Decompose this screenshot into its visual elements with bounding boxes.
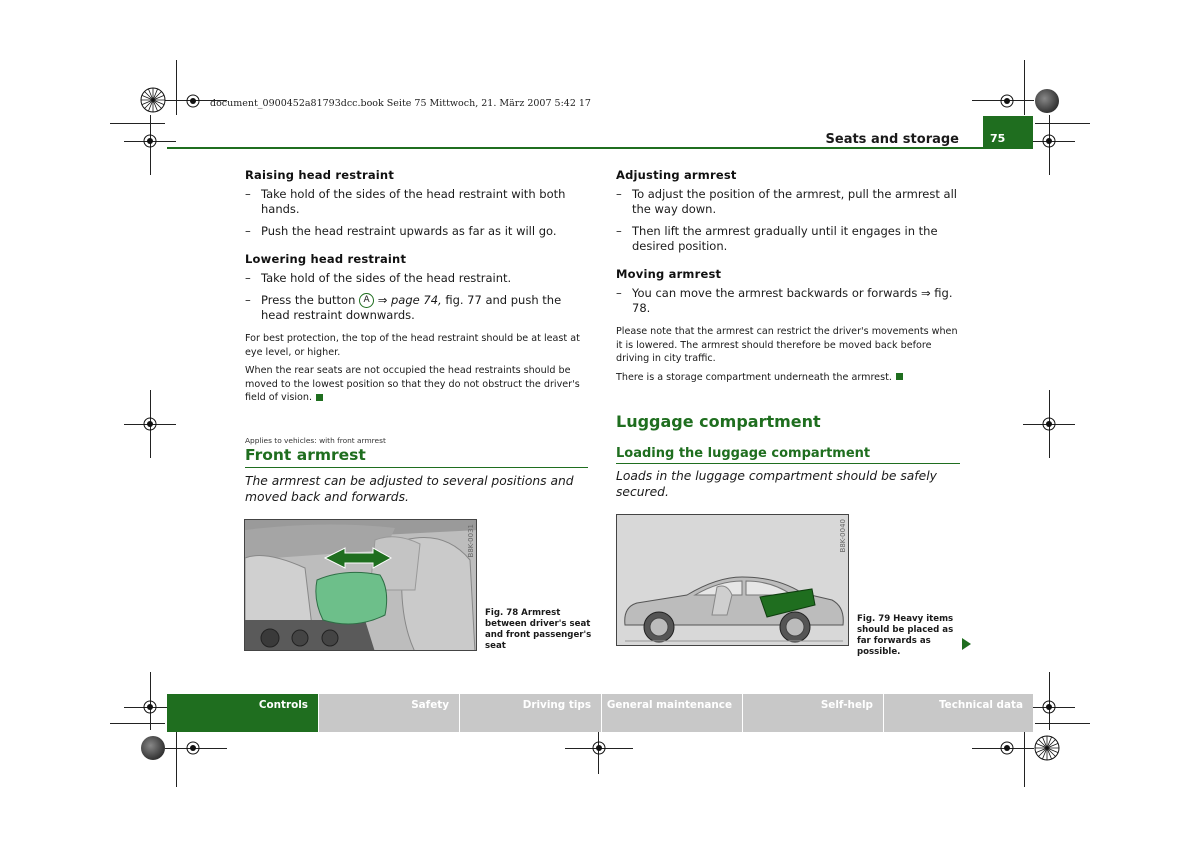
crosshair-icon bbox=[1036, 128, 1062, 154]
tab-controls[interactable]: Controls bbox=[167, 694, 318, 732]
figure-caption: Fig. 79 Heavy items should be placed as far forwards as possible. bbox=[857, 614, 954, 657]
front-armrest-heading: Front armrest bbox=[245, 446, 366, 464]
loading-heading: Loading the luggage compartment bbox=[616, 446, 871, 461]
crosshair-icon bbox=[137, 411, 163, 437]
registration-starburst-icon bbox=[1034, 735, 1060, 761]
section-title: Seats and storage bbox=[825, 132, 959, 147]
next-page-arrow-icon[interactable] bbox=[962, 638, 971, 650]
crosshair-icon bbox=[180, 88, 206, 114]
print-info: document_0900452a81793dcc.book Seite 75 Mittwoch, 21. März 2007 5:42 17 bbox=[210, 98, 591, 109]
header-rule bbox=[167, 147, 1033, 149]
page-reference-link[interactable]: page 74, bbox=[391, 293, 442, 307]
moving-heading: Moving armrest bbox=[616, 267, 722, 281]
note-text: Please note that the armrest can restrict the driver's movements when it is lowered. The armrest should therefore be moved back before driving in city traffic. bbox=[616, 326, 958, 364]
crosshair-icon bbox=[137, 128, 163, 154]
note-text bbox=[245, 364, 589, 405]
crosshair-icon bbox=[1036, 694, 1062, 720]
page-number: 75 bbox=[983, 116, 1033, 149]
left-column bbox=[245, 168, 589, 410]
end-of-section-square-icon bbox=[316, 394, 323, 401]
adjusting-heading: Adjusting armrest bbox=[616, 168, 737, 182]
list-item: – Take hold of the sides of the head restraint. bbox=[245, 271, 589, 286]
tab-general-maintenance[interactable]: General maintenance bbox=[602, 694, 742, 732]
figure-luggage bbox=[616, 514, 849, 646]
crosshair-icon bbox=[1036, 411, 1062, 437]
front-armrest-intro: The armrest can be adjusted to several positions and moved back and forwards. bbox=[245, 474, 574, 504]
list-item: – Then lift the armrest gradually until it engages in the desired position. bbox=[616, 224, 960, 254]
ref-arrow: ⇒ bbox=[377, 293, 388, 307]
figure-code: B8K-0040 bbox=[839, 519, 847, 553]
list-item: – You can move the armrest backwards or forwards ⇒ fig. 78. bbox=[616, 286, 960, 316]
list-item: – Take hold of the sides of the head restraint with both hands. bbox=[245, 187, 589, 217]
figure-code: B8K-0031 bbox=[467, 524, 475, 558]
crosshair-icon bbox=[137, 694, 163, 720]
list-item bbox=[245, 293, 589, 323]
end-of-section-square-icon bbox=[896, 373, 903, 380]
note-text bbox=[616, 371, 960, 385]
luggage-intro: Loads in the luggage compartment should be safely secured. bbox=[616, 469, 937, 499]
registration-disc-icon bbox=[1035, 89, 1059, 113]
luggage-heading: Luggage compartment bbox=[616, 412, 821, 431]
note-text-body: When the rear seats are not occupied the head restraints should be moved to the lowest position so that they do not obstruct the driver's field of vision. bbox=[245, 365, 580, 403]
crosshair-icon bbox=[586, 735, 612, 761]
figure-caption: Fig. 78 Armrest between driver's seat and front passenger's seat bbox=[485, 608, 592, 651]
button-a-icon: A bbox=[359, 293, 374, 308]
note-text: For best protection, the top of the head restraint should be at least at eye level, or higher. bbox=[245, 333, 580, 358]
car-illustration bbox=[617, 515, 849, 646]
tab-driving-tips[interactable]: Driving tips bbox=[460, 694, 601, 732]
list-item: – Push the head restraint upwards as far as it will go. bbox=[245, 224, 589, 239]
registration-disc-icon bbox=[141, 736, 165, 760]
heading-rule bbox=[245, 467, 588, 468]
armrest-illustration bbox=[245, 520, 477, 651]
lowering-heading: Lowering head restraint bbox=[245, 252, 407, 266]
note-text-body: There is a storage compartment underneath the armrest. bbox=[616, 371, 892, 383]
raising-heading: Raising head restraint bbox=[245, 168, 395, 182]
tab-self-help[interactable]: Self-help bbox=[743, 694, 883, 732]
crosshair-icon bbox=[994, 735, 1020, 761]
tab-technical-data[interactable]: Technical data bbox=[884, 694, 1033, 732]
figure-armrest bbox=[244, 519, 477, 651]
right-column bbox=[616, 168, 960, 389]
tab-safety[interactable]: Safety bbox=[319, 694, 459, 732]
list-item: – To adjust the position of the armrest, pull the armrest all the way down. bbox=[616, 187, 960, 217]
heading-rule bbox=[616, 463, 960, 464]
crosshair-icon bbox=[994, 88, 1020, 114]
crosshair-icon bbox=[180, 735, 206, 761]
step-suffix: fig. 77 and push the head restraint downwards. bbox=[261, 293, 562, 322]
registration-starburst-icon bbox=[140, 87, 166, 113]
step-prefix: Press the button bbox=[261, 293, 356, 307]
applies-to: Applies to vehicles: with front armrest bbox=[245, 436, 386, 445]
